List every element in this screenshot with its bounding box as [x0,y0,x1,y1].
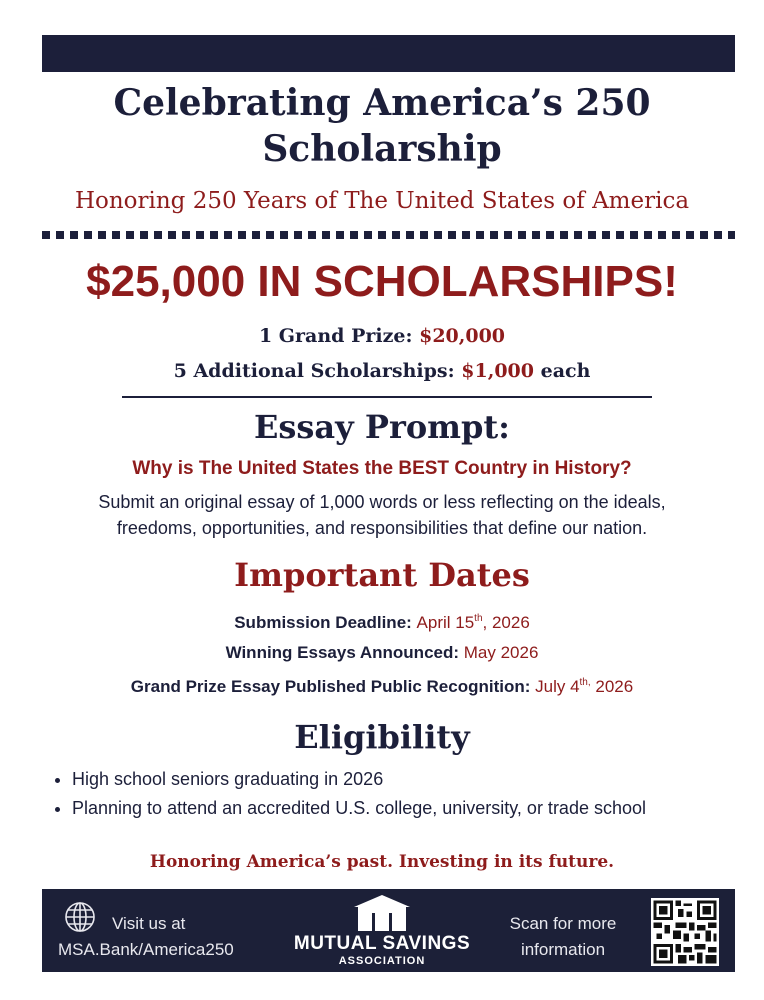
essay-body-line-1: Submit an original essay of 1,000 words or less reflecting on the ideals, [98,492,666,512]
date-value: July 4 [535,677,580,696]
qr-code[interactable] [651,898,719,966]
globe-icon [64,901,96,933]
eligibility-heading: Eligibility [294,718,470,756]
dotted-divider [42,231,735,239]
list-item: • High school seniors graduating in 2026 [72,765,752,794]
logo-name: MUTUAL SAVINGS [293,933,471,954]
title-line-2: Scholarship [262,128,502,170]
date-sup: th [474,613,483,624]
grand-prize-label: 1 Grand Prize: [258,325,420,347]
essay-heading: Essay Prompt: [254,408,510,446]
date-rest: , 2026 [482,613,530,632]
mutual-savings-logo [282,893,482,968]
date-rest: 2026 [590,677,634,696]
scholarship-total-headline: $25,000 IN SCHOLARSHIPS! [86,257,678,306]
date-label: Submission Deadline: [234,613,417,632]
scan-label-2: information [520,940,606,959]
date-value: April 15 [416,613,475,632]
date-label: Winning Essays Announced: [225,643,464,662]
website-link[interactable]: MSA.Bank/America250 [58,940,234,959]
essay-question: Why is The United States the BEST Country in History? [132,458,632,479]
additional-label: 5 Additional Scholarships: [173,360,462,382]
date-label: Grand Prize Essay Published Public Recognition: [130,677,536,696]
additional-suffix: each [533,360,591,382]
tagline: Honoring America’s past. Investing in its future. [149,852,615,872]
date-value: May 2026 [463,643,539,662]
footer-banner [42,889,735,972]
additional-prize-line [0,357,764,385]
grand-prize-value: $20,000 [419,325,506,347]
logo-subtitle: ASSOCIATION [338,955,426,967]
list-item: • Planning to attend an accredited U.S. college, university, or trade school [72,794,752,823]
date-item [0,676,764,698]
date-sup: th, [579,677,591,688]
eligibility-list [52,765,752,823]
additional-value: $1,000 [461,360,534,382]
grand-prize-line [0,322,764,350]
divider-rule [122,396,652,398]
scan-label-1: Scan for more [509,914,617,933]
visit-label: Visit us at [112,914,186,933]
subtitle: Honoring 250 Years of The United States of America [74,188,690,214]
dates-heading: Important Dates [234,556,530,594]
essay-body-line-2: freedoms, opportunities, and responsibilities that define our nation. [116,518,648,538]
title-line-1: Celebrating America’s 250 [113,82,651,124]
house-logo-icon [352,893,412,933]
top-banner-bar [42,35,735,72]
date-item [0,612,764,634]
date-item [0,642,764,664]
